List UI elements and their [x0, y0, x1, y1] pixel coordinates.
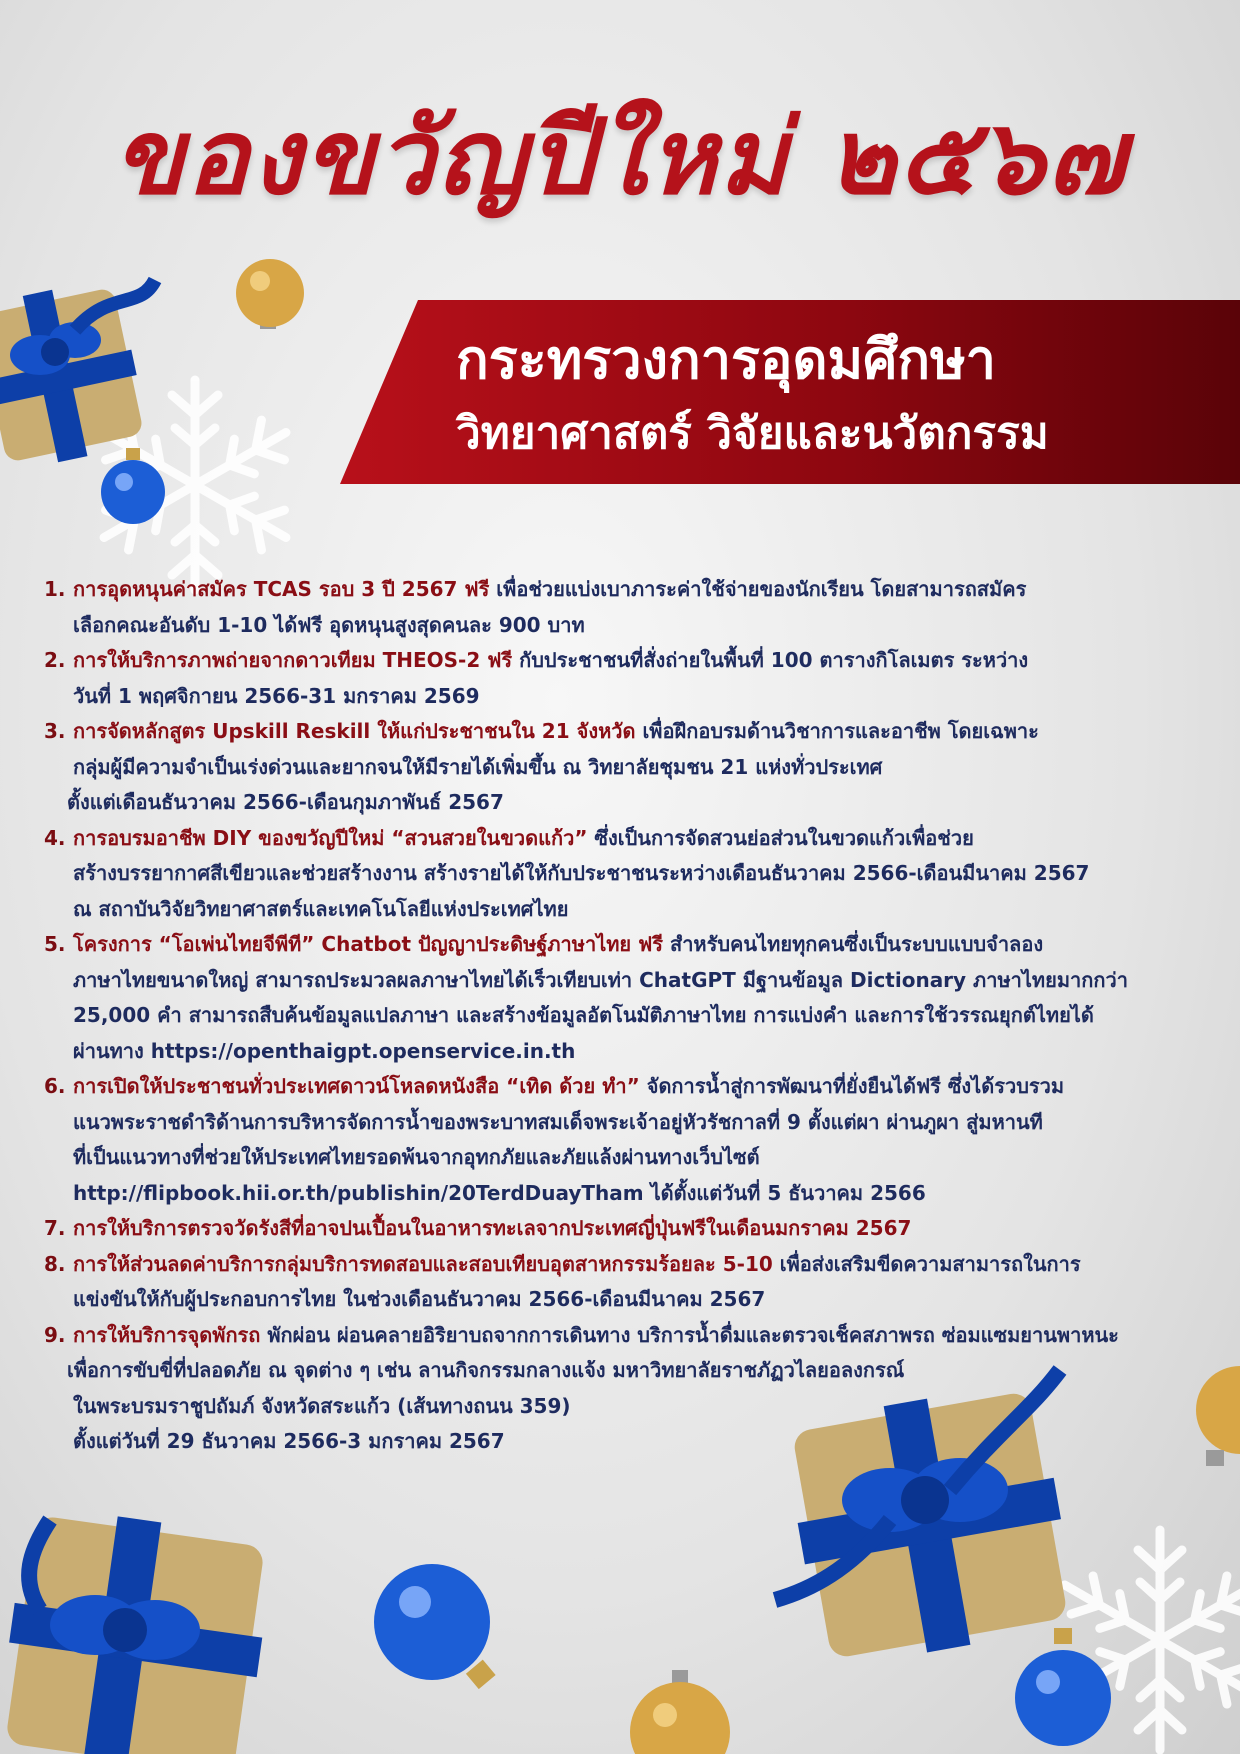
item-text: ซึ่งเป็นการจัดสวนย่อส่วนในขวดแก้วเพื่อช่วย [587, 825, 974, 850]
item-text: เพื่อฝึกอบรมด้านวิชาการและอาชีพ โดยเฉพาะ [635, 719, 1039, 743]
christmas-ornament-icon [1010, 1628, 1120, 1754]
christmas-ornament-icon [620, 1670, 740, 1754]
item-text: กับประชาชนที่สั่งถ่ายในพื้นที่ 100 ตารางกิโลเมตร ระหว่าง [512, 648, 1029, 672]
item-highlight: การให้บริการจุดพักรถ [73, 1322, 261, 1347]
gift-list [44, 572, 1224, 1460]
item-highlight: การเปิดให้ประชาชนทั่วประเทศดาวน์โหลดหนังสือ “เทิด ด้วย ทำ” [73, 1074, 640, 1098]
item-line: แนวพระราชดำริด้านการบริหารจัดการน้ำของพระบาทสมเด็จพระเจ้าอยู่หัวรัชกาลที่ 9 ตั้งแต่ผา ผ่านภูผา สู่มหานที [73, 1109, 1043, 1134]
item-line: ภาษาไทยขนาดใหญ่ สามารถประมวลผลภาษาไทยได้เร็วเทียบเท่า ChatGPT มีฐานข้อมูล Dictionary ภาษาไทยมากกว่า [73, 967, 1128, 992]
item-highlight: การให้ส่วนลดค่าบริการกลุ่มบริการทดสอบและสอบเทียบอุตสาหกรรมร้อยละ 5-10 [73, 1251, 773, 1276]
item-number: 5. [44, 932, 66, 956]
item-highlight: การให้บริการตรวจวัดรังสีที่อาจปนเปื้อนในอาหารทะเลจากประเทศญี่ปุ่นฟรีในเดือนมกราคม 2567 [73, 1216, 912, 1240]
list-item [44, 1069, 1224, 1211]
item-line: 25,000 คำ สามารถสืบค้นข้อมูลแปลภาษา และสร้างข้อมูลอัตโนมัติภาษาไทย การแบ่งคำ และการใช้วรรณยุกต์ไทยได้ [73, 1003, 1094, 1027]
item-line: แข่งขันให้กับผู้ประกอบการไทย ในช่วงเดือนธันวาคม 2566-เดือนมีนาคม 2567 [73, 1287, 766, 1311]
item-line: เลือกคณะอันดับ 1-10 ได้ฟรี อุดหนุนสูงสุดคนละ 900 บาท [73, 612, 585, 637]
item-highlight: โครงการ “โอเพ่นไทยจีพีที” Chatbot ปัญญาประดิษฐ์ภาษาไทย ฟรี [73, 932, 664, 956]
banner-subtitle: วิทยาศาสตร์ วิจัยและนวัตกรรม [456, 408, 1049, 459]
item-highlight: การจัดหลักสูตร Upskill Reskill ให้แก่ประชาชนใน 21 จังหวัด [73, 719, 636, 743]
item-highlight: การอบรมอาชีพ DIY ของขวัญปีใหม่ “สวนสวยในขวดแก้ว” [73, 825, 588, 850]
christmas-ornament-icon [98, 448, 172, 528]
item-line: กลุ่มผู้มีความจำเป็นเร่งด่วนและยากจนให้มีรายได้เพิ่มขึ้น ณ วิทยาลัยชุมชน 21 แห่งทั่วประเทศ [73, 754, 883, 779]
christmas-ornament-icon [370, 1560, 510, 1720]
item-number: 7. [44, 1216, 66, 1240]
item-number: 6. [44, 1074, 66, 1098]
christmas-ornament-icon [230, 255, 310, 345]
item-number: 4. [44, 825, 66, 850]
item-url-line: ผ่านทาง https://openthaigpt.openservice.in.th [73, 1038, 576, 1063]
item-highlight: การให้บริการภาพถ่ายจากดาวเทียม THEOS-2 ฟรี [73, 648, 513, 672]
list-item [44, 821, 1224, 928]
list-item [44, 1247, 1224, 1318]
item-highlight: การอุดหนุนค่าสมัคร TCAS รอบ 3 ปี 2567 ฟรี [73, 577, 490, 601]
list-item [44, 1318, 1224, 1460]
item-line: ตั้งแต่เดือนธันวาคม 2566-เดือนกุมภาพันธ์ 2567 [67, 790, 504, 814]
page-title: ของขวัญปีใหม่ ๒๕๖๗ [112, 95, 1128, 218]
item-number: 8. [44, 1251, 66, 1276]
banner-title: กระทรวงการอุดมศึกษา [456, 328, 996, 391]
item-line: สร้างบรรยากาศสีเขียวและช่วยสร้างงาน สร้างรายได้ให้กับประชาชนระหว่างเดือนธันวาคม 2566-เดือนมีนาคม 2567 [73, 861, 1090, 885]
item-url-line: http://flipbook.hii.or.th/publishin/20TerdDuayTham ได้ตั้งแต่วันที่ 5 ธันวาคม 2566 [73, 1180, 926, 1205]
list-item [44, 1211, 1224, 1247]
gift-box-icon [0, 1490, 280, 1754]
item-text: เพื่อช่วยแบ่งเบาภาระค่าใช้จ่ายของนักเรียน โดยสามารถสมัคร [489, 577, 1027, 601]
item-number: 9. [44, 1322, 66, 1347]
item-line: ตั้งแต่วันที่ 29 ธันวาคม 2566-3 มกราคม 2567 [73, 1429, 505, 1453]
item-line: ณ สถาบันวิจัยวิทยาศาสตร์และเทคโนโลยีแห่งประเทศไทย [73, 896, 569, 921]
item-text: สำหรับคนไทยทุกคนซึ่งเป็นระบบแบบจำลอง [663, 932, 1044, 956]
item-line: เพื่อการขับขี่ที่ปลอดภัย ณ จุดต่าง ๆ เช่น ลานกิจกรรมกลางแจ้ง มหาวิทยาลัยราชภัฏวไลยอลงกรณ์ [67, 1358, 905, 1382]
list-item [44, 643, 1224, 714]
item-text: พักผ่อน ผ่อนคลายอิริยาบถจากการเดินทาง บริการน้ำดื่มและตรวจเช็คสภาพรถ ซ่อมแซมยานพาหนะ [260, 1322, 1119, 1347]
list-item [44, 927, 1224, 1069]
list-item [44, 572, 1224, 643]
item-line: ที่เป็นแนวทางที่ช่วยให้ประเทศไทยรอดพ้นจากอุทกภัยและภัยแล้งผ่านทางเว็บไซต์ [73, 1145, 760, 1169]
item-number: 2. [44, 648, 66, 672]
item-number: 1. [44, 577, 66, 601]
list-item [44, 714, 1224, 821]
item-number: 3. [44, 719, 66, 743]
item-line: ในพระบรมราชูปถัมภ์ จังหวัดสระแก้ว (เส้นทางถนน 359) [73, 1393, 571, 1418]
item-line: วันที่ 1 พฤศจิกายน 2566-31 มกราคม 2569 [73, 683, 480, 708]
item-text: เพื่อส่งเสริมขีดความสามารถในการ [772, 1251, 1081, 1276]
item-text: จัดการน้ำสู่การพัฒนาที่ยั่งยืนได้ฟรี ซึ่งได้รวบรวม [639, 1074, 1065, 1098]
